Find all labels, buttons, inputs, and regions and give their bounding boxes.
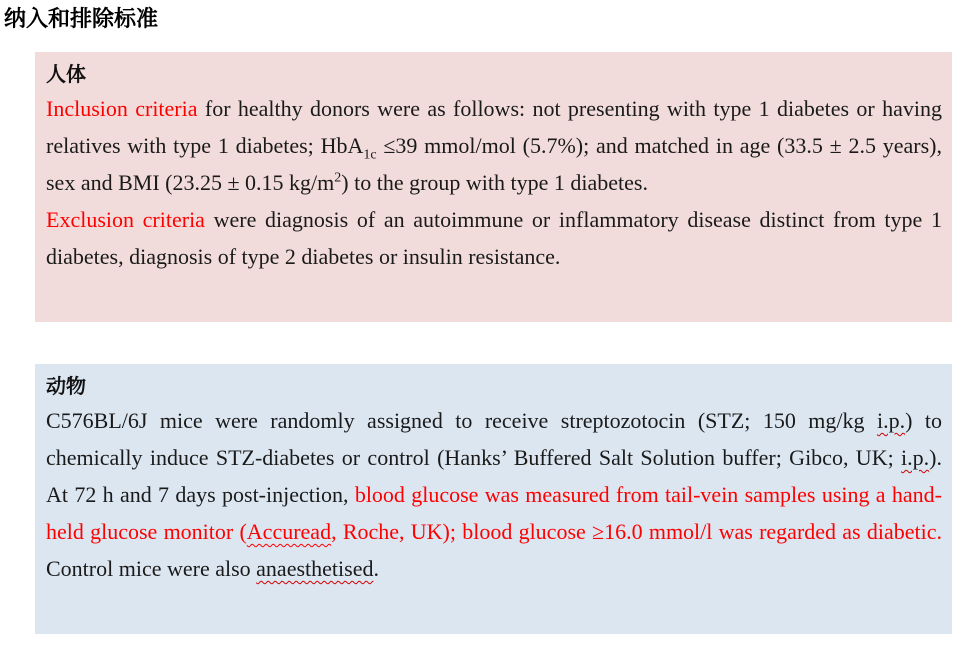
human-heading: 人体	[46, 62, 86, 86]
animal-heading: 动物	[46, 374, 86, 398]
animal-text-part-1: C576BL/6J mice were randomly assigned to receive streptozotocin (STZ; 150 mg/kg	[46, 408, 877, 433]
glucose-text-part-1: blood glucose was measured from tail-vein samples using a hand-held glucose monitor (	[46, 482, 942, 544]
animal-text-part-4: Control mice were also	[46, 556, 257, 581]
exclusion-criteria-label: Exclusion criteria	[46, 207, 205, 232]
inclusion-text-part-1: for healthy donors were as follows: not presenting with type 1 diabetes or having relatives with type 1 diabetes; HbA	[46, 96, 942, 158]
exclusion-text: were diagnosis of an autoimmune or inflammatory disease distinct from type 1 diabetes, diagnosis of type 2 diabetes or insulin resistance.	[46, 207, 942, 269]
animal-text-part-5: .	[373, 556, 379, 581]
inclusion-text-part-3: ) to the group with type 1 diabetes.	[341, 170, 648, 195]
ip-abbreviation-1: i.p.	[876, 408, 906, 433]
animal-text-part-3: ). At 72 h and 7 days post-injection,	[46, 445, 942, 507]
accuread-word: Accuread	[246, 519, 332, 544]
human-criteria-text	[46, 90, 942, 275]
animal-criteria-panel	[35, 364, 952, 634]
human-criteria-panel	[35, 52, 952, 322]
anaesthetised-word: anaesthetised	[256, 556, 374, 581]
glucose-text-part-2: , Roche, UK); blood glucose ≥16.0 mmol/l was regarded as diabetic.	[331, 519, 942, 544]
ip-abbreviation-2: i.p.	[901, 445, 930, 470]
inclusion-text-part-2: ≤39 mmol/mol (5.7%); and matched in age (33.5 ± 2.5 years), sex and BMI (23.25 ± 0.15 kg/m	[46, 133, 942, 195]
hba-subscript: 1c	[363, 147, 377, 163]
animal-criteria-text	[46, 402, 942, 587]
bmi-superscript: 2	[334, 170, 342, 186]
inclusion-criteria-label: Inclusion criteria	[46, 96, 198, 121]
page-title: 纳入和排除标准	[4, 7, 159, 32]
animal-text-part-2: ) to chemically induce STZ-diabetes or control (Hanks’ Buffered Salt Solution buffer; Gibco, UK;	[46, 408, 942, 470]
